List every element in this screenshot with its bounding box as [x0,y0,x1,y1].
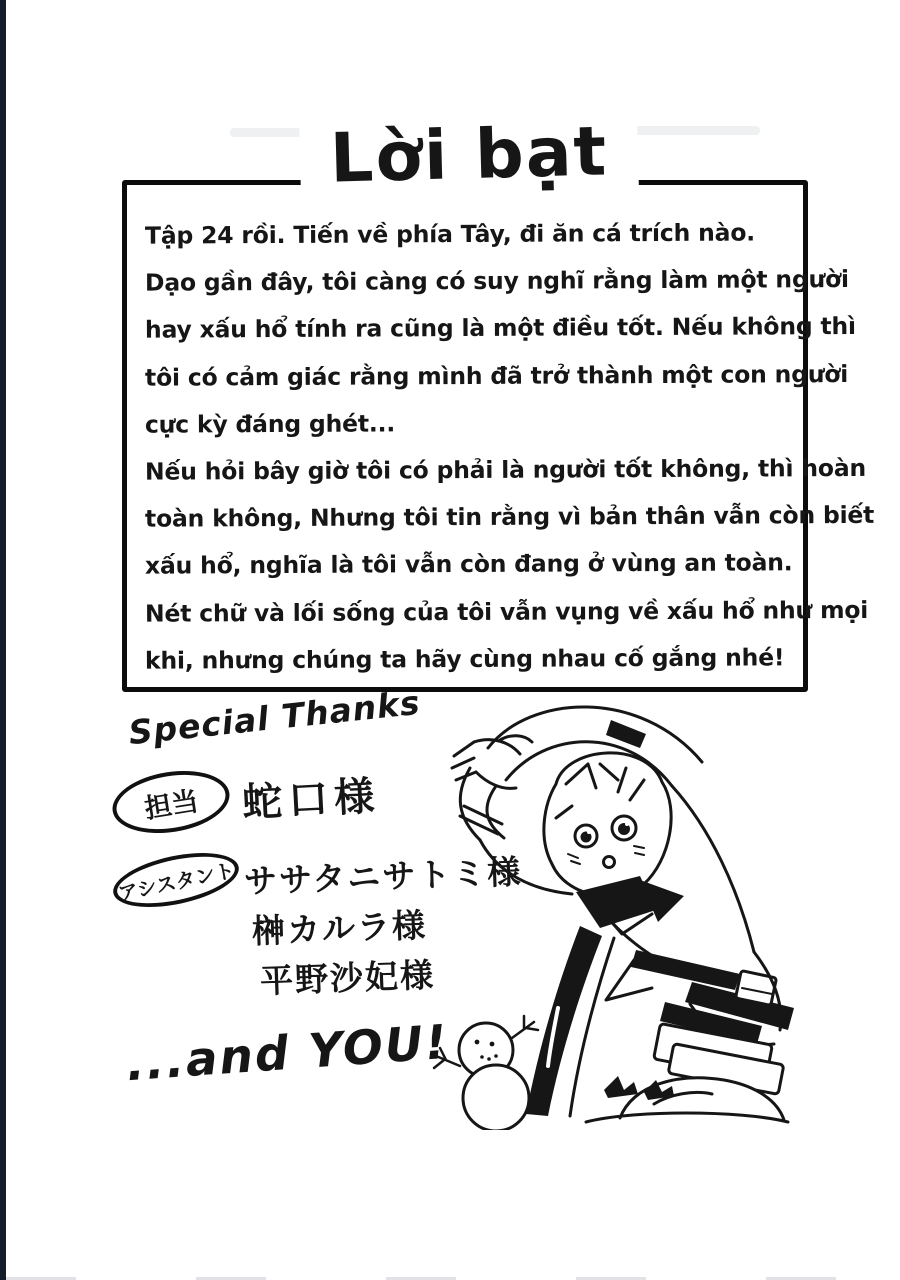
afterword-line: Tập 24 rồi. Tiến về phía Tây, đi ăn cá trích nào. [144,218,756,250]
snowman-illustration [434,1016,538,1130]
stretching-character-illustration [408,688,810,1130]
assistant-name: 平野沙妃様 [259,955,436,1001]
afterword-line: Nét chữ và lối sống của tôi vẫn vụng về xấu hổ như mọi [144,595,869,628]
assistant-role-badge: アシスタント [108,843,243,917]
book-spine-edge [0,0,6,1280]
editor-name: 蛇口様 [241,773,382,827]
afterword-line: cực kỳ đáng ghét... [144,409,396,439]
assistant-name: ササタニサトミ様 [243,852,523,901]
special-thanks-heading: Special Thanks [126,682,423,753]
afterword-line: hay xấu hổ tính ra cũng là một điều tốt. Nếu không thì [144,312,856,345]
assistant-name: 榊カルラ様 [251,905,428,951]
afterword-line: xấu hổ, nghĩa là tôi vẫn còn đang ở vùng an toàn. [144,548,793,580]
afterword-line: tôi có cảm giác rằng mình đã trở thành một con người [144,359,849,392]
page-title: Lời bạt [299,112,639,200]
afterword-text-box [122,180,875,692]
and-you-text: ...and YOU! [124,1014,451,1093]
afterword-line: Nếu hỏi bây giờ tôi có phải là người tốt không, thì hoàn [144,453,867,486]
afterword-line: toàn không, Nhưng tôi tin rằng vì bản thân vẫn còn biết [144,500,875,533]
editor-role-badge: 担当 [108,763,234,841]
afterword-line: Dạo gần đây, tôi càng có suy nghĩ rằng làm một người [144,265,849,297]
afterword-line: khi, nhưng chúng ta hãy cùng nhau cố gắng nhé! [144,643,785,675]
